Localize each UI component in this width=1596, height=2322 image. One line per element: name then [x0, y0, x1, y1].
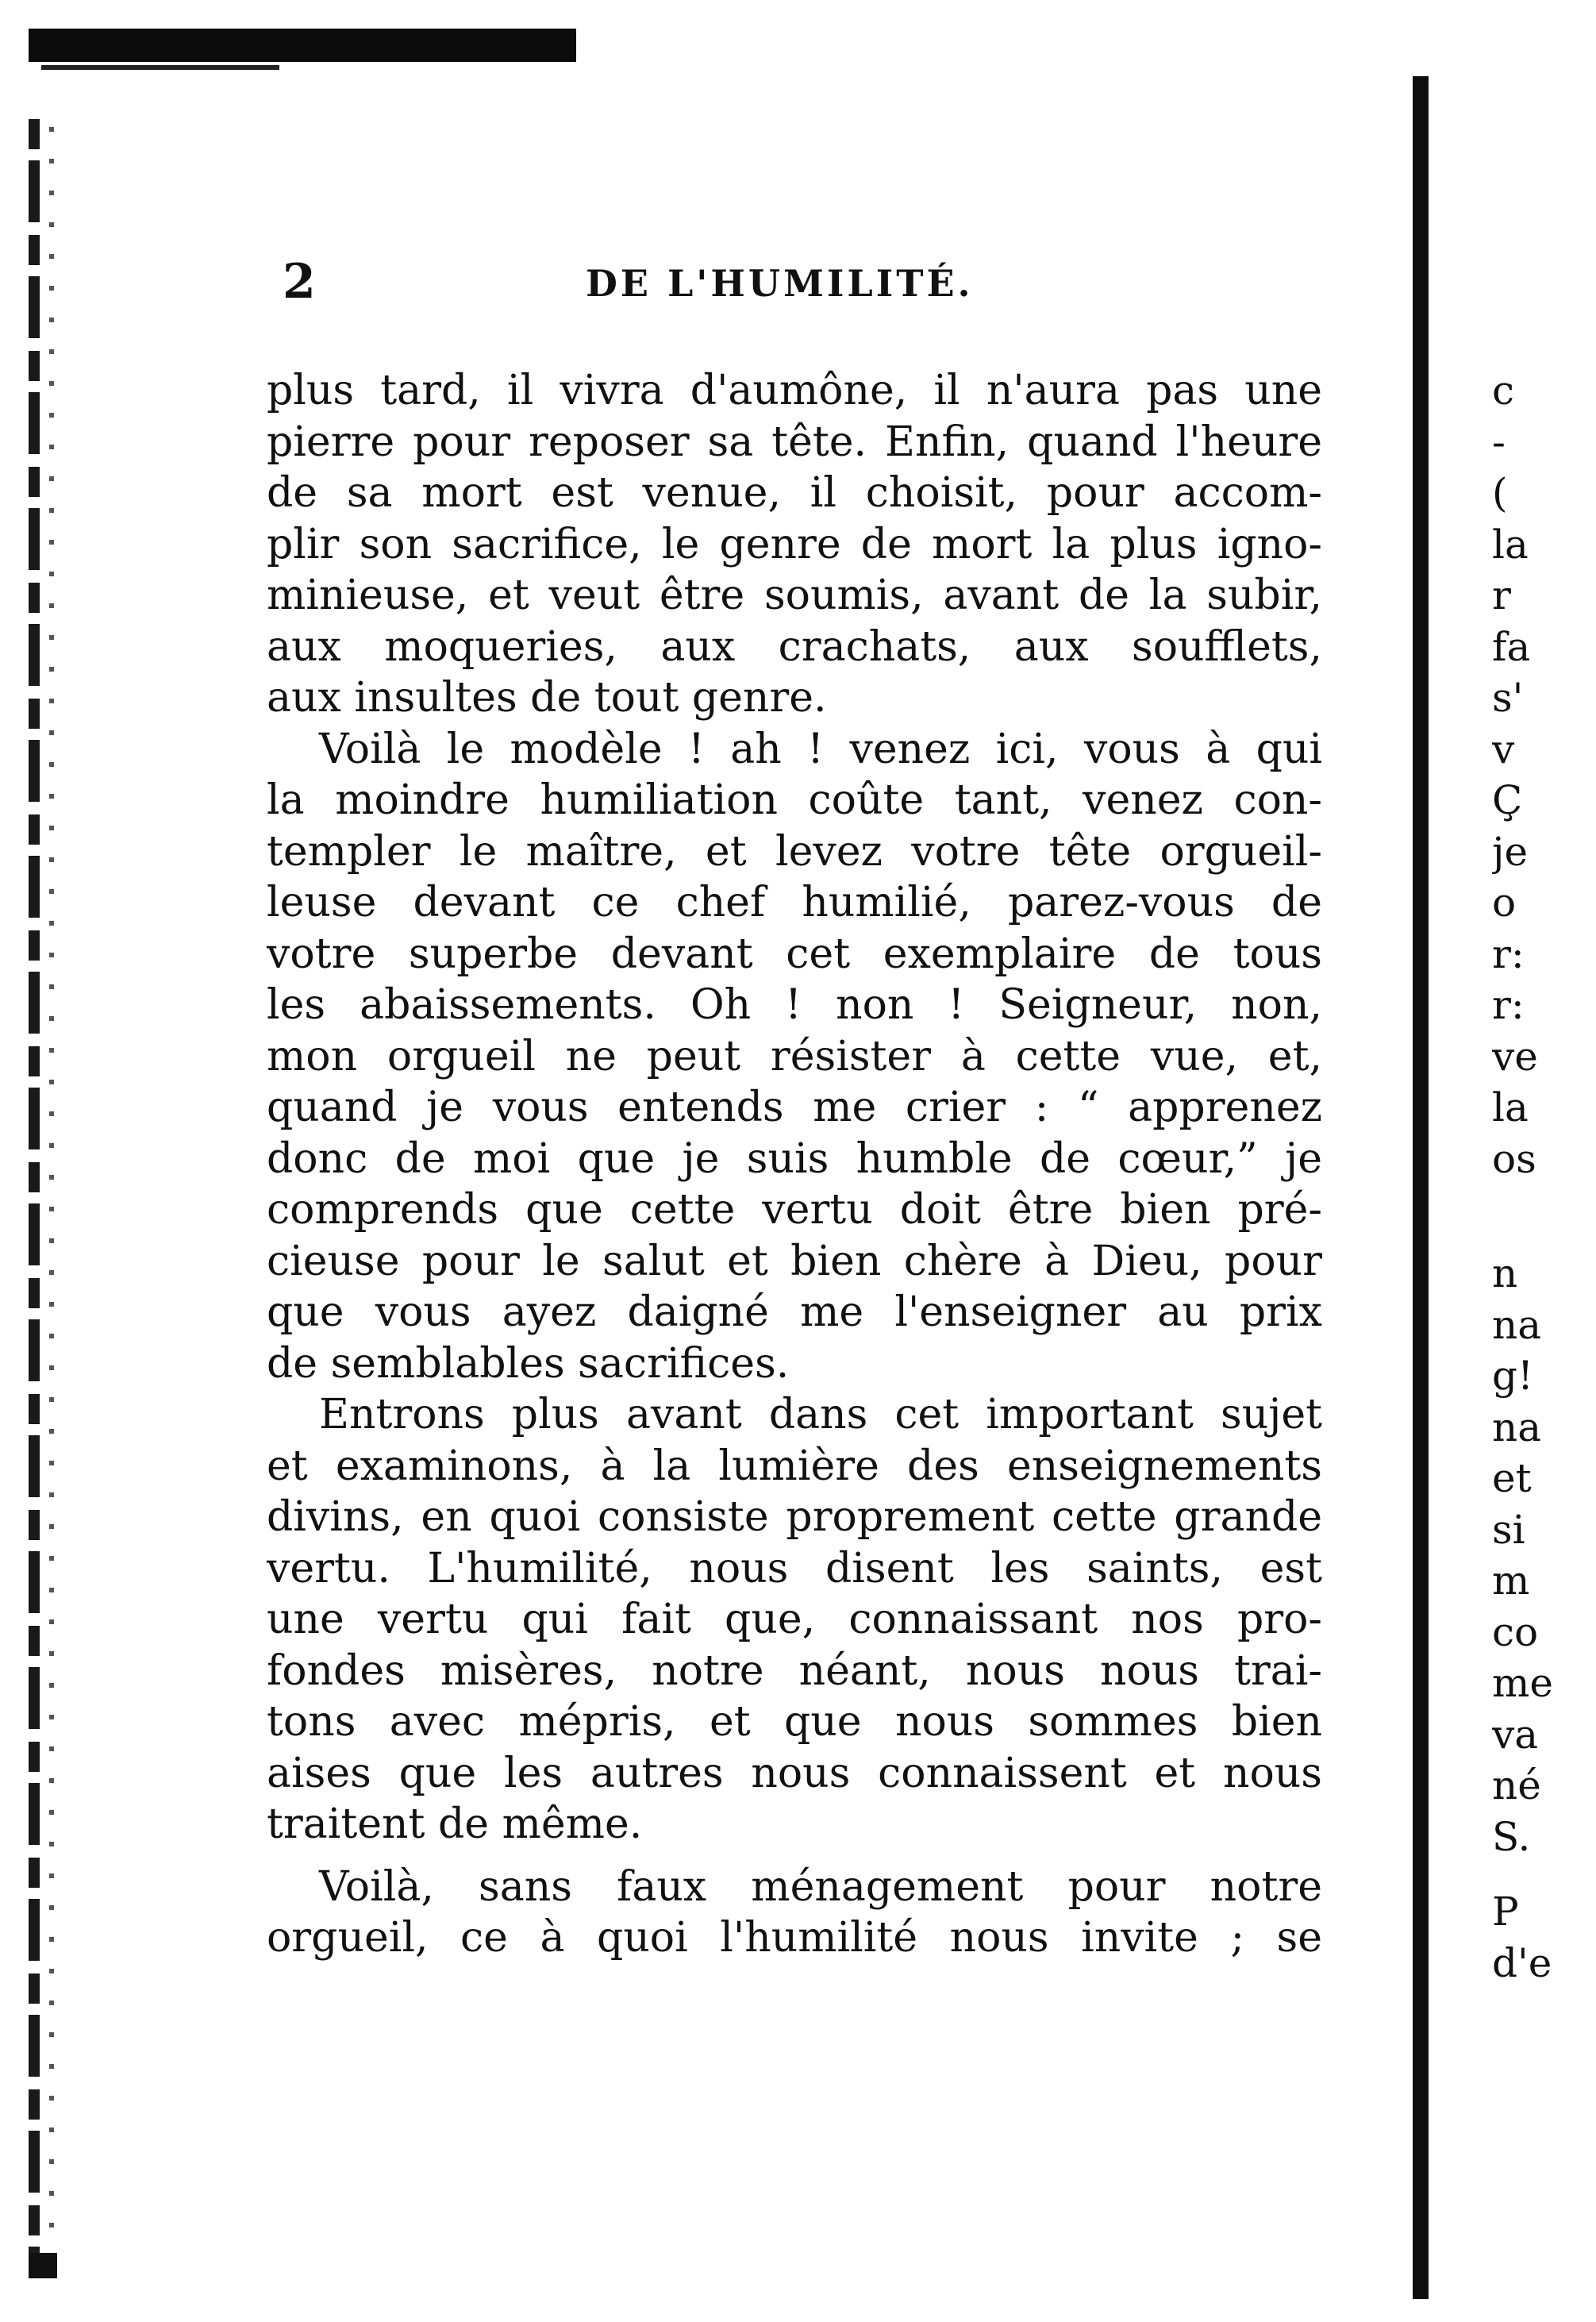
text-line: aux moqueries, aux crachats, aux soufflets,: [267, 622, 1322, 671]
text-line: aises que les autres nous connaissent et nous: [267, 1749, 1322, 1797]
fragment-line: m: [1492, 1558, 1530, 1604]
text-line: divins, en quoi consiste proprement cette grande: [267, 1493, 1322, 1541]
text-line: et examinons, à la lumière des enseignements: [267, 1442, 1322, 1490]
text-line: Voilà, sans faux ménagement pour notre: [319, 1862, 1322, 1911]
text-line: aux insultes de tout genre.: [267, 674, 827, 722]
fragment-line: na: [1492, 1301, 1542, 1348]
text-line: que vous ayez daigné me l'enseigner au prix: [267, 1288, 1322, 1336]
text-line: templer le maître, et levez votre tête orgueil-: [267, 827, 1322, 876]
text-line: pierre pour reposer sa tête. Enfin, quand l'heure: [267, 418, 1322, 466]
fragment-line: r: [1492, 572, 1511, 618]
fragment-line: os: [1492, 1135, 1536, 1182]
text-line: vertu. L'humilité, nous disent les saints, est: [267, 1544, 1322, 1592]
text-line: orgueil, ce à quoi l'humilité nous invite ; se: [267, 1914, 1322, 1962]
fragment-line: ve: [1492, 1033, 1538, 1080]
fragment-line: g!: [1492, 1353, 1534, 1399]
text-line: traitent de même.: [267, 1800, 643, 1848]
fragment-line: me: [1492, 1660, 1554, 1706]
fragment-line: n: [1492, 1250, 1518, 1296]
fragment-line: (: [1492, 470, 1508, 516]
fragment-line: fa: [1492, 623, 1531, 670]
fragment-line: r:: [1492, 982, 1525, 1028]
text-line: tons avec mépris, et que nous sommes bien: [267, 1698, 1322, 1746]
text-line: comprends que cette vertu doit être bien pré-: [267, 1186, 1322, 1234]
text-line: cieuse pour le salut et bien chère à Dieu, pour: [267, 1237, 1322, 1285]
page-fold-line: [1413, 76, 1429, 2299]
text-line: minieuse, et veut être soumis, avant de la subir,: [267, 572, 1322, 619]
fragment-line: r:: [1492, 930, 1525, 977]
running-head: [278, 254, 1309, 318]
text-line: leuse devant ce chef humilié, parez-vous de: [267, 879, 1322, 926]
text-line: une vertu qui fait que, connaissant nos pro-: [267, 1596, 1322, 1643]
text-line: votre superbe devant cet exemplaire de tous: [267, 930, 1322, 978]
fragment-line: co: [1492, 1608, 1539, 1655]
fragment-line: -: [1492, 418, 1506, 465]
text-line: mon orgueil ne peut résister à cette vue, et,: [267, 1032, 1322, 1080]
page-number: 2: [283, 254, 316, 310]
next-page-fragments: [1492, 365, 1591, 1989]
text-line: Entrons plus avant dans cet important sujet: [319, 1391, 1322, 1438]
fragment-line: v: [1492, 726, 1515, 772]
text-line: la moindre humiliation coûte tant, venez con-: [267, 776, 1322, 824]
fragment-line: va: [1492, 1711, 1539, 1758]
fragment-line: et: [1492, 1455, 1532, 1501]
fragment-line: la: [1492, 1084, 1529, 1130]
text-line: de semblables sacrifices.: [267, 1339, 790, 1388]
text-line: les abaissements. Oh ! non ! Seigneur, non,: [267, 981, 1322, 1029]
text-line: plir son sacrifice, le genre de mort la plus igno-: [267, 520, 1322, 568]
fragment-line: P: [1492, 1889, 1519, 1935]
fragment-line: d'e: [1492, 1939, 1552, 1986]
text-line: fondes misères, notre néant, nous nous trai-: [267, 1646, 1322, 1695]
fragment-line: né: [1492, 1762, 1541, 1808]
fragment-line: o: [1492, 880, 1517, 926]
fragment-line: si: [1492, 1506, 1525, 1553]
text-line: donc de moi que je suis humble de cœur,” je: [267, 1134, 1322, 1183]
fragment-line: Ç: [1492, 777, 1523, 823]
binding-gutter-dots: [49, 127, 54, 2239]
text-line: de sa mort est venue, il choisit, pour accom-: [267, 469, 1322, 517]
fragment-line: la: [1492, 521, 1529, 568]
body-text: [267, 365, 1322, 1964]
fragment-line: na: [1492, 1404, 1542, 1450]
binding-gutter: [29, 119, 40, 2255]
text-line: quand je vous entends me crier : “ apprenez: [267, 1084, 1322, 1131]
fragment-line: je: [1492, 828, 1529, 875]
binding-gutter-foot: [29, 2253, 57, 2278]
text-line: plus tard, il vivra d'aumône, il n'aura pas une: [267, 367, 1322, 414]
fragment-line: s': [1492, 675, 1524, 721]
text-line: Voilà le modèle ! ah ! venez ici, vous à qui: [319, 725, 1322, 773]
fragment-line: c: [1492, 368, 1515, 414]
running-title: DE L'HUMILITÉ.: [586, 262, 974, 305]
scan-top-rule: [41, 65, 279, 70]
scan-top-bar: [29, 29, 576, 62]
fragment-line: S.: [1492, 1813, 1531, 1860]
